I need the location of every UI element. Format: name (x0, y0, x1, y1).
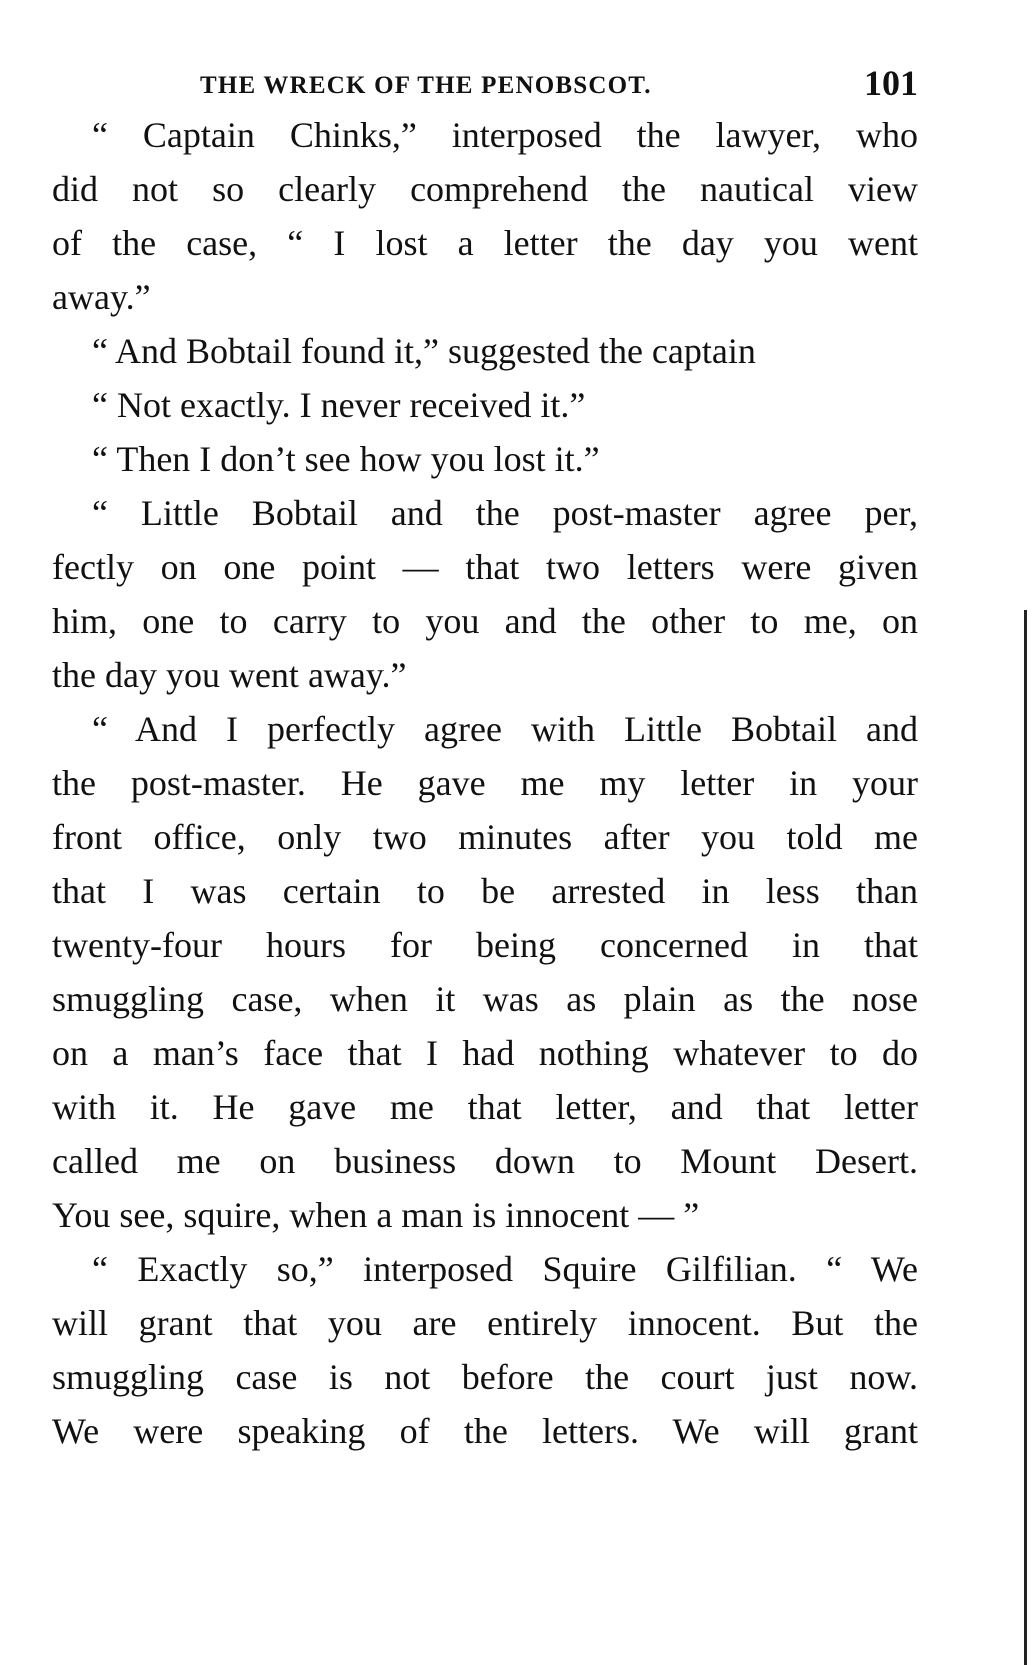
text-line: the day you went away.” (52, 655, 407, 695)
body-text (52, 108, 918, 1458)
text-line: away.” (52, 277, 151, 317)
text-line: twenty-four hours for being concerned in that (52, 925, 918, 965)
paragraph-6 (52, 702, 918, 1242)
paragraph-5 (52, 486, 918, 702)
text-line: the post-master. He gave me my letter in your (52, 763, 918, 803)
text-line: of the case, “ I lost a letter the day you went (52, 223, 918, 263)
text-line: “ Exactly so,” interposed Squire Gilfilian. “ We (92, 1249, 918, 1289)
text-line: “ And I perfectly agree with Little Bobtail and (92, 709, 918, 749)
text-line: will grant that you are entirely innocent. But the (52, 1303, 918, 1343)
text-line: that I was certain to be arrested in less than (52, 871, 918, 911)
text-line: “ Not exactly. I never received it.” (92, 385, 586, 425)
paragraph-2 (52, 324, 918, 378)
text-line: on a man’s face that I had nothing whatever to do (52, 1033, 918, 1073)
text-line: front office, only two minutes after you told me (52, 817, 918, 857)
running-title: THE WRECK OF THE PENOBSCOT. (200, 72, 652, 99)
paragraph-1 (52, 108, 918, 324)
paragraph-3 (52, 378, 918, 432)
book-page (52, 58, 918, 1458)
text-line: We were speaking of the letters. We will grant (52, 1411, 918, 1451)
paragraph-7 (52, 1242, 918, 1458)
page-edge-rule (1024, 610, 1027, 1665)
text-line: him, one to carry to you and the other to me, on (52, 601, 918, 641)
text-line: called me on business down to Mount Desert. (52, 1141, 918, 1181)
text-line: smuggling case, when it was as plain as the nose (52, 979, 918, 1019)
text-line: with it. He gave me that letter, and that letter (52, 1087, 918, 1127)
text-line: smuggling case is not before the court just now. (52, 1357, 918, 1397)
text-line: “ Little Bobtail and the post-master agree per, (92, 493, 918, 533)
text-line: did not so clearly comprehend the nautical view (52, 169, 918, 209)
page-number: 101 (864, 63, 918, 103)
running-head (52, 58, 918, 108)
text-line: “ And Bobtail found it,” suggested the captain (92, 331, 756, 371)
paragraph-4 (52, 432, 918, 486)
text-line: fectly on one point — that two letters were given (52, 547, 918, 587)
text-line: “ Captain Chinks,” interposed the lawyer, who (92, 115, 918, 155)
text-line: You see, squire, when a man is innocent — ” (52, 1195, 700, 1235)
text-line: “ Then I don’t see how you lost it.” (92, 439, 600, 479)
